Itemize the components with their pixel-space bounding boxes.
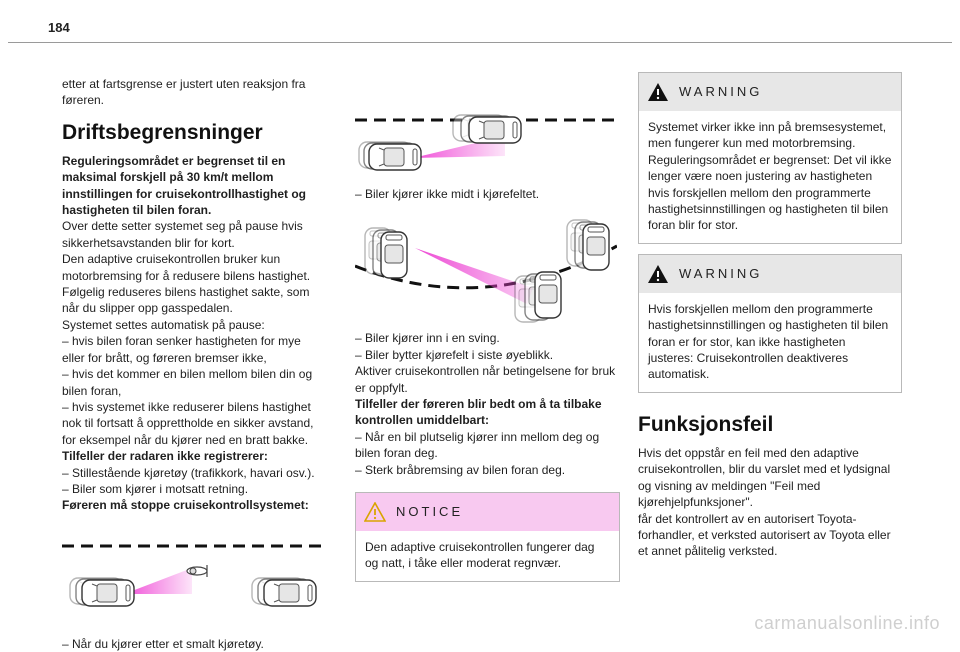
- page-number: 184: [48, 20, 70, 35]
- subheading-take-control: Tilfeller der føreren blir bedt om å ta tilbake kontrollen umiddelbart:: [355, 397, 602, 428]
- warning-box-2: [638, 254, 902, 393]
- adjacent-car-group: [567, 220, 609, 270]
- notice-body: Den adaptive cruisekontrollen fungerer dag og natt, i tåke eller moderat regnvær.: [365, 540, 595, 571]
- illustration-narrow-vehicle: [62, 534, 326, 626]
- warning-header: [639, 255, 901, 293]
- paragraph-auto-pause: Systemet settes automatisk på pause:: [62, 317, 265, 332]
- header-divider: [8, 42, 952, 43]
- intro-text: etter at fartsgrense er justert uten reaksjon fra føreren.: [62, 77, 306, 108]
- following-car-group: [70, 578, 134, 606]
- watermark: carmanualsonline.info: [754, 613, 940, 633]
- following-car-group: [365, 228, 407, 278]
- list-item: – Stillestående kjøretøy (trafikkork, havari osv.).: [62, 465, 315, 480]
- notice-title: NOTICE: [396, 503, 464, 519]
- list-item: – hvis bilen foran senker hastigheten for mye eller for brått, og føreren bremser ikke,: [62, 334, 301, 365]
- lead-car-group: [252, 578, 316, 606]
- warning-box-1: [638, 72, 902, 244]
- following-car-group: [359, 142, 421, 170]
- list-item: – Sterk bråbremsing av bilen foran deg.: [355, 462, 566, 477]
- caption-narrow-vehicle: – Når du kjører etter et smalt kjøretøy.: [62, 636, 264, 651]
- list-item: – Når en bil plutselig kjører inn mellom deg og bilen foran deg.: [355, 429, 600, 461]
- list-item: – Biler kjører inn i en sving.: [355, 331, 500, 346]
- warning-body: Hvis forskjellen mellom den programmerte hastighetsinnstillingen og hastigheten til bilen foran er for stor, kan ikke hastigheten justeres: Cruisekontrollen deaktiveres automatisk.: [648, 301, 889, 382]
- warning-header: [639, 73, 901, 111]
- lead-car-group: [453, 115, 521, 143]
- list-item: – Biler bytter kjørefelt i siste øyeblikk.: [355, 347, 554, 362]
- caution-triangle-icon: [364, 502, 386, 522]
- paragraph-fault: Hvis det oppstår en feil med den adaptive cruisekontrollen, blir du varslet med et lydsignal og visning av meldingen "Feil med kjørehjelpfunksjoner".: [638, 445, 891, 510]
- column-3: [638, 72, 902, 560]
- paragraph-activate: Aktiver cruisekontrollen når betingelsene for bruk er oppfylt.: [355, 364, 616, 395]
- caption-off-center: – Biler kjører ikke midt i kjørefeltet.: [355, 187, 540, 201]
- warning-triangle-icon: [647, 82, 669, 102]
- list-item: – Biler som kjører i motsatt retning.: [62, 481, 249, 496]
- subheading-radar: Tilfeller der radaren ikke registrerer:: [62, 449, 268, 464]
- section-heading-funksjonsfeil: Funksjonsfeil: [638, 412, 774, 436]
- lead-bold-text: Reguleringsområdet er begrenset til en maksimal forskjell på 30 km/t mellom innstillingen for cruisekontrollhastighet og hastigheten til bilen foran.: [62, 153, 307, 218]
- turning-car-group: [515, 272, 561, 322]
- column-1: [62, 76, 324, 652]
- notice-header: [356, 493, 619, 531]
- illustration-off-center: [355, 100, 617, 180]
- paragraph-dealer: får det kontrollert av en autorisert Toyota-forhandler, et verksted autorisert av Toyota eller et annet pålitelig verksted.: [638, 511, 891, 559]
- list-item: – hvis det kommer en bilen mellom bilen din og bilen foran,: [62, 367, 313, 398]
- warning-title: WARNING: [679, 83, 763, 99]
- warning-title: WARNING: [679, 265, 763, 281]
- paragraph-pause: Over dette setter systemet seg på pause hvis sikkerhetsavstanden blir for kort.: [62, 219, 303, 250]
- warning-triangle-icon: [647, 264, 669, 284]
- column-2: [355, 100, 620, 582]
- subheading-stop: Føreren må stoppe cruisekontrollsystemet:: [62, 498, 309, 513]
- notice-box: [355, 492, 620, 582]
- paragraph-engine-braking: Den adaptive cruisekontrollen bruker kun motorbremsing for å redusere bilens hastighet. Følgelig reduseres bilens hastighet sakte, som når du slipper opp gasspedalen.: [62, 252, 311, 316]
- warning-body: Systemet virker ikke inn på bremsesystemet, men fungerer kun med motorbremsing. Reguleringsområdet er begrenset: Det vil ikke lenger være noen justering av hastigheten hvis forskjellen mellom den programmerte hastighetsinnstillingen og hastigheten til bilen foran blir for stor.: [648, 120, 892, 233]
- list-item: – hvis systemet ikke reduserer bilens hastighet nok til fortsatt å opprettholde en sikker avstand, for eksempel når du kjører ned en bratt bakke.: [62, 399, 314, 447]
- illustration-curve: [355, 218, 617, 324]
- section-heading-driftsbegrensninger: Driftsbegrensninger: [62, 120, 263, 144]
